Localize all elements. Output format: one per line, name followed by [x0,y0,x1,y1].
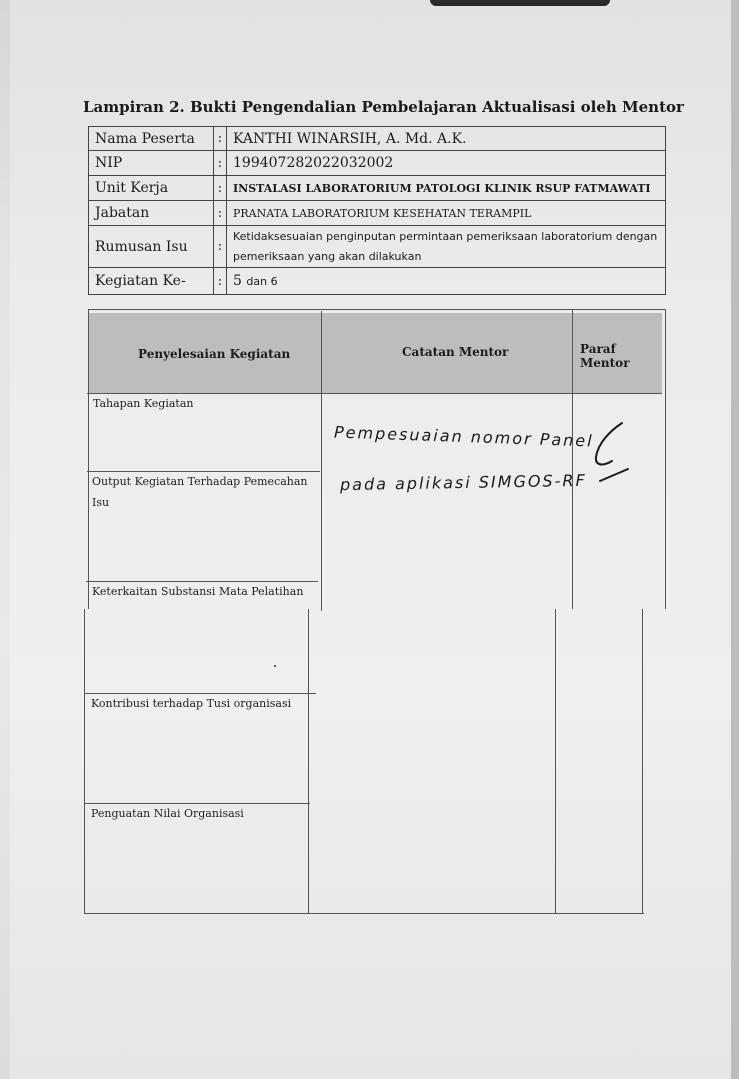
separator: : [214,151,227,176]
table-border-left-lower [84,609,85,914]
unit-label: Unit Kerja [89,176,214,201]
nama-label: Nama Peserta [89,127,214,151]
photo-edge [731,0,739,1079]
nip-value: 199407282022032002 [227,151,666,176]
table-border-top [88,309,666,310]
col-divider-2-lower [555,609,556,913]
header-penyelesaian: Penyelesaian Kegiatan [138,347,291,361]
row-kegiatan [89,268,666,295]
row-output: Output Kegiatan Terhadap Pemecahan Isu [92,475,308,509]
document-title: Lampiran 2. Bukti Pengendalian Pembelajaran Aktualisasi oleh Mentor [83,98,684,116]
mentor-signature-icon [584,417,644,487]
col-divider-1-lower [308,609,309,913]
header-catatan: Catatan Mentor [402,345,509,359]
row-nip [89,151,666,176]
separator: : [214,268,227,295]
table-border-left [88,309,89,609]
photo-shadow [430,0,610,6]
participant-info-table [88,126,666,295]
row-unit [89,176,666,201]
handwritten-note-line-2: pada aplikasi SIMGOS-RF [339,470,587,495]
col-divider-1 [321,311,322,611]
row-nama [89,127,666,151]
row-kontribusi: Kontribusi terhadap Tusi organisasi [91,697,292,710]
nama-value: KANTHI WINARSIH, A. Md. A.K. [227,127,666,151]
col-divider-2 [572,309,573,609]
jabatan-label: Jabatan [89,201,214,226]
unit-value: INSTALASI LABORATORIUM PATOLOGI KLINIK RSUP FATMAWATI [227,176,666,201]
handwritten-note-line-1: Pempesuaian nomor Panel [333,422,594,451]
table-border-bottom [84,913,644,914]
isu-value: Ketidaksesuaian penginputan permintaan pemeriksaan laboratorium dengan pemeriksaan yang akan dilakukan [227,226,666,268]
row-penguatan: Penguatan Nilai Organisasi [91,807,244,820]
separator: : [214,201,227,226]
isu-label: Rumusan Isu [89,226,214,268]
kegiatan-value [227,268,666,295]
separator: : [214,226,227,268]
jabatan-value: PRANATA LABORATORIUM KESEHATAN TERAMPIL [227,201,666,226]
row-jabatan [89,201,666,226]
header-paraf: Paraf Mentor [580,342,630,370]
separator: : [214,176,227,201]
table-border-right-lower [642,609,643,914]
kegiatan-rest: dan 6 [246,275,278,288]
mentor-table [84,309,666,914]
separator: : [214,127,227,151]
nip-label: NIP [89,151,214,176]
ink-dot [274,665,276,667]
kegiatan-number: 5 [233,273,242,289]
row-tahapan: Tahapan Kegiatan [93,397,194,410]
row-keterkaitan: Keterkaitan Substansi Mata Pelatihan [92,585,304,598]
row-isu [89,226,666,268]
kegiatan-label: Kegiatan Ke- [89,268,214,295]
